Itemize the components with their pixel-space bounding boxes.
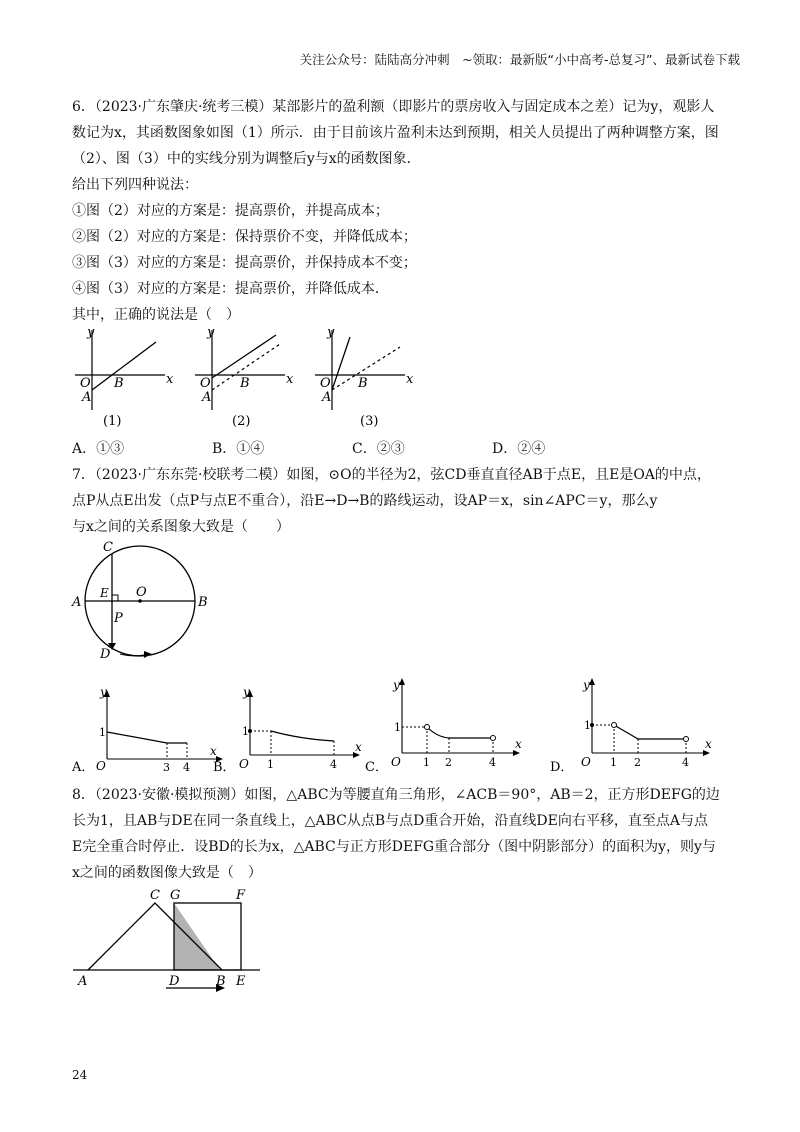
q6-statement-1: ①图（2）对应的方案是：提高票价，并提高成本；	[72, 203, 389, 219]
tick-label: 1	[394, 721, 401, 734]
tick-label: 1	[99, 726, 106, 739]
q6-graph-1	[70, 325, 180, 430]
option-letter: C．	[365, 760, 388, 775]
x-axis-label: x	[286, 372, 294, 387]
tick-label: 2	[445, 756, 452, 769]
tick-label: 1	[610, 756, 617, 769]
graph-caption: (1)	[103, 414, 122, 429]
y-axis-label: y	[87, 325, 95, 340]
q6-statement-3: ③图（3）对应的方案是：提高票价，并保持成本不变；	[72, 255, 417, 271]
point-a-label: A	[82, 390, 92, 405]
x-axis-label: x	[705, 737, 712, 751]
tick-label: 1	[267, 758, 274, 771]
y-axis-label: y	[393, 678, 400, 692]
q7-option-c-graph[interactable]	[365, 673, 535, 773]
q7-option-b-graph[interactable]	[215, 685, 375, 773]
origin-label: O	[200, 376, 211, 391]
q7-line-3: 与x之间的关系图象大致是（ ）	[72, 519, 290, 535]
q7-line-2: 点P从点E出发（点P与点E不重合），沿E→D→B的路线运动，设AP＝x，sin∠APC＝y，那么y	[72, 493, 658, 509]
origin-label: O	[239, 757, 249, 771]
q8-line-1: 8．（2023·安徽·模拟预测）如图，△ABC为等腰直角三角形，∠ACB＝90°，AB＝2，正方形DEFG的边	[72, 787, 720, 803]
q8-line-2: 长为1，且AB与DE在同一条直线上，△ABC从点B与点D重合开始，沿直线DE向右平移，直至点A与点	[72, 813, 708, 829]
point-g-label: G	[170, 888, 181, 903]
q7-option-a-graph[interactable]	[72, 685, 232, 773]
point-b-label: B	[240, 376, 250, 391]
x-axis-label: x	[210, 744, 217, 758]
tick-label: 1	[584, 719, 591, 732]
tick-label: 4	[682, 756, 689, 769]
q8-line-4: x之间的函数图像大致是（ ）	[72, 865, 262, 881]
q6-option-c[interactable]: C．②③	[352, 441, 405, 457]
q6-option-b[interactable]: B．①④	[212, 441, 265, 457]
origin-label: O	[80, 376, 91, 391]
x-axis-label: x	[406, 372, 414, 387]
tick-label: 4	[330, 758, 337, 771]
origin-label: O	[96, 759, 106, 773]
q6-option-d[interactable]: D．②④	[492, 441, 546, 457]
tick-label: 1	[423, 756, 430, 769]
tick-label: 4	[183, 761, 190, 774]
q6-line-2: 数记为x，其函数图象如图（1）所示．由于目前该片盈利未达到预期，相关人员提出了两种调整方案，图	[72, 125, 719, 141]
point-c-label: C	[103, 540, 113, 555]
point-f-label: F	[236, 888, 246, 903]
q6-statement-4: ④图（3）对应的方案是：提高票价，并降低成本．	[72, 281, 389, 297]
tick-label: 3	[163, 761, 170, 774]
q6-line-1: 6．（2023·广东肇庆·统考三模）某部影片的盈利额（即影片的票房收入与固定成本之差）记为y，观影人	[72, 99, 715, 115]
point-a-label: A	[202, 390, 212, 405]
y-axis-label: y	[100, 685, 107, 699]
point-a-label: A	[322, 390, 332, 405]
y-axis-label: y	[207, 325, 215, 340]
point-p-label: P	[114, 611, 123, 626]
x-axis-label: x	[355, 740, 362, 754]
origin-label: O	[391, 755, 401, 769]
origin-label: O	[320, 376, 331, 391]
q7-option-d-graph[interactable]	[550, 673, 720, 773]
point-o-label: O	[136, 585, 147, 600]
tick-label: 1	[242, 725, 249, 738]
q6-line-3: （2）、图（3）中的实线分别为调整后y与x的函数图象．	[72, 151, 421, 167]
point-d-label: D	[169, 974, 180, 989]
x-axis-label: x	[166, 372, 174, 387]
origin-label: O	[581, 755, 591, 769]
q8-triangle-square-figure	[70, 885, 270, 1000]
point-e-label: E	[236, 974, 246, 989]
tick-label: 4	[489, 756, 496, 769]
point-b-label: B	[358, 376, 368, 391]
option-letter: B．	[213, 760, 236, 775]
q6-line-4: 给出下列四种说法：	[72, 177, 198, 193]
point-e-label: E	[100, 586, 109, 600]
page-number: 24	[72, 1068, 88, 1082]
q6-prompt: 其中，正确的说法是（ ）	[72, 307, 240, 323]
q6-statement-2: ②图（2）对应的方案是：保持票价不变，并降低成本；	[72, 229, 417, 245]
option-letter: A．	[72, 760, 95, 775]
point-c-label: C	[150, 888, 160, 903]
point-b-label: B	[198, 595, 208, 610]
page-header: 关注公众号：陆陆高分冲刺 ~领取：最新版“小中高考-总复习”、最新试卷下载	[299, 52, 740, 67]
y-axis-label: y	[583, 678, 590, 692]
graph-caption: (2)	[232, 414, 251, 429]
y-axis-label: y	[327, 325, 335, 340]
point-d-label: D	[100, 647, 111, 662]
point-b-label: B	[114, 376, 124, 391]
q7-circle-figure	[70, 540, 220, 665]
q6-option-a[interactable]: A．①③	[72, 441, 125, 457]
point-b-label: B	[216, 974, 226, 989]
q6-graph-3	[310, 325, 420, 430]
x-axis-label: x	[515, 737, 522, 751]
tick-label: 2	[634, 756, 641, 769]
q8-line-3: E完全重合时停止．设BD的长为x，△ABC与正方形DEFG重合部分（图中阴影部分）的面积为y，则y与	[72, 839, 716, 855]
q7-line-1: 7．（2023·广东东莞·校联考二模）如图，⊙O的半径为2，弦CD垂直直径AB于点E，且E是OA的中点，	[72, 467, 711, 483]
point-a-label: A	[72, 595, 82, 610]
graph-caption: (3)	[360, 414, 379, 429]
y-axis-label: y	[243, 685, 250, 699]
q6-graph-2	[190, 325, 300, 430]
option-letter: D．	[550, 760, 574, 775]
point-a-label: A	[78, 974, 88, 989]
